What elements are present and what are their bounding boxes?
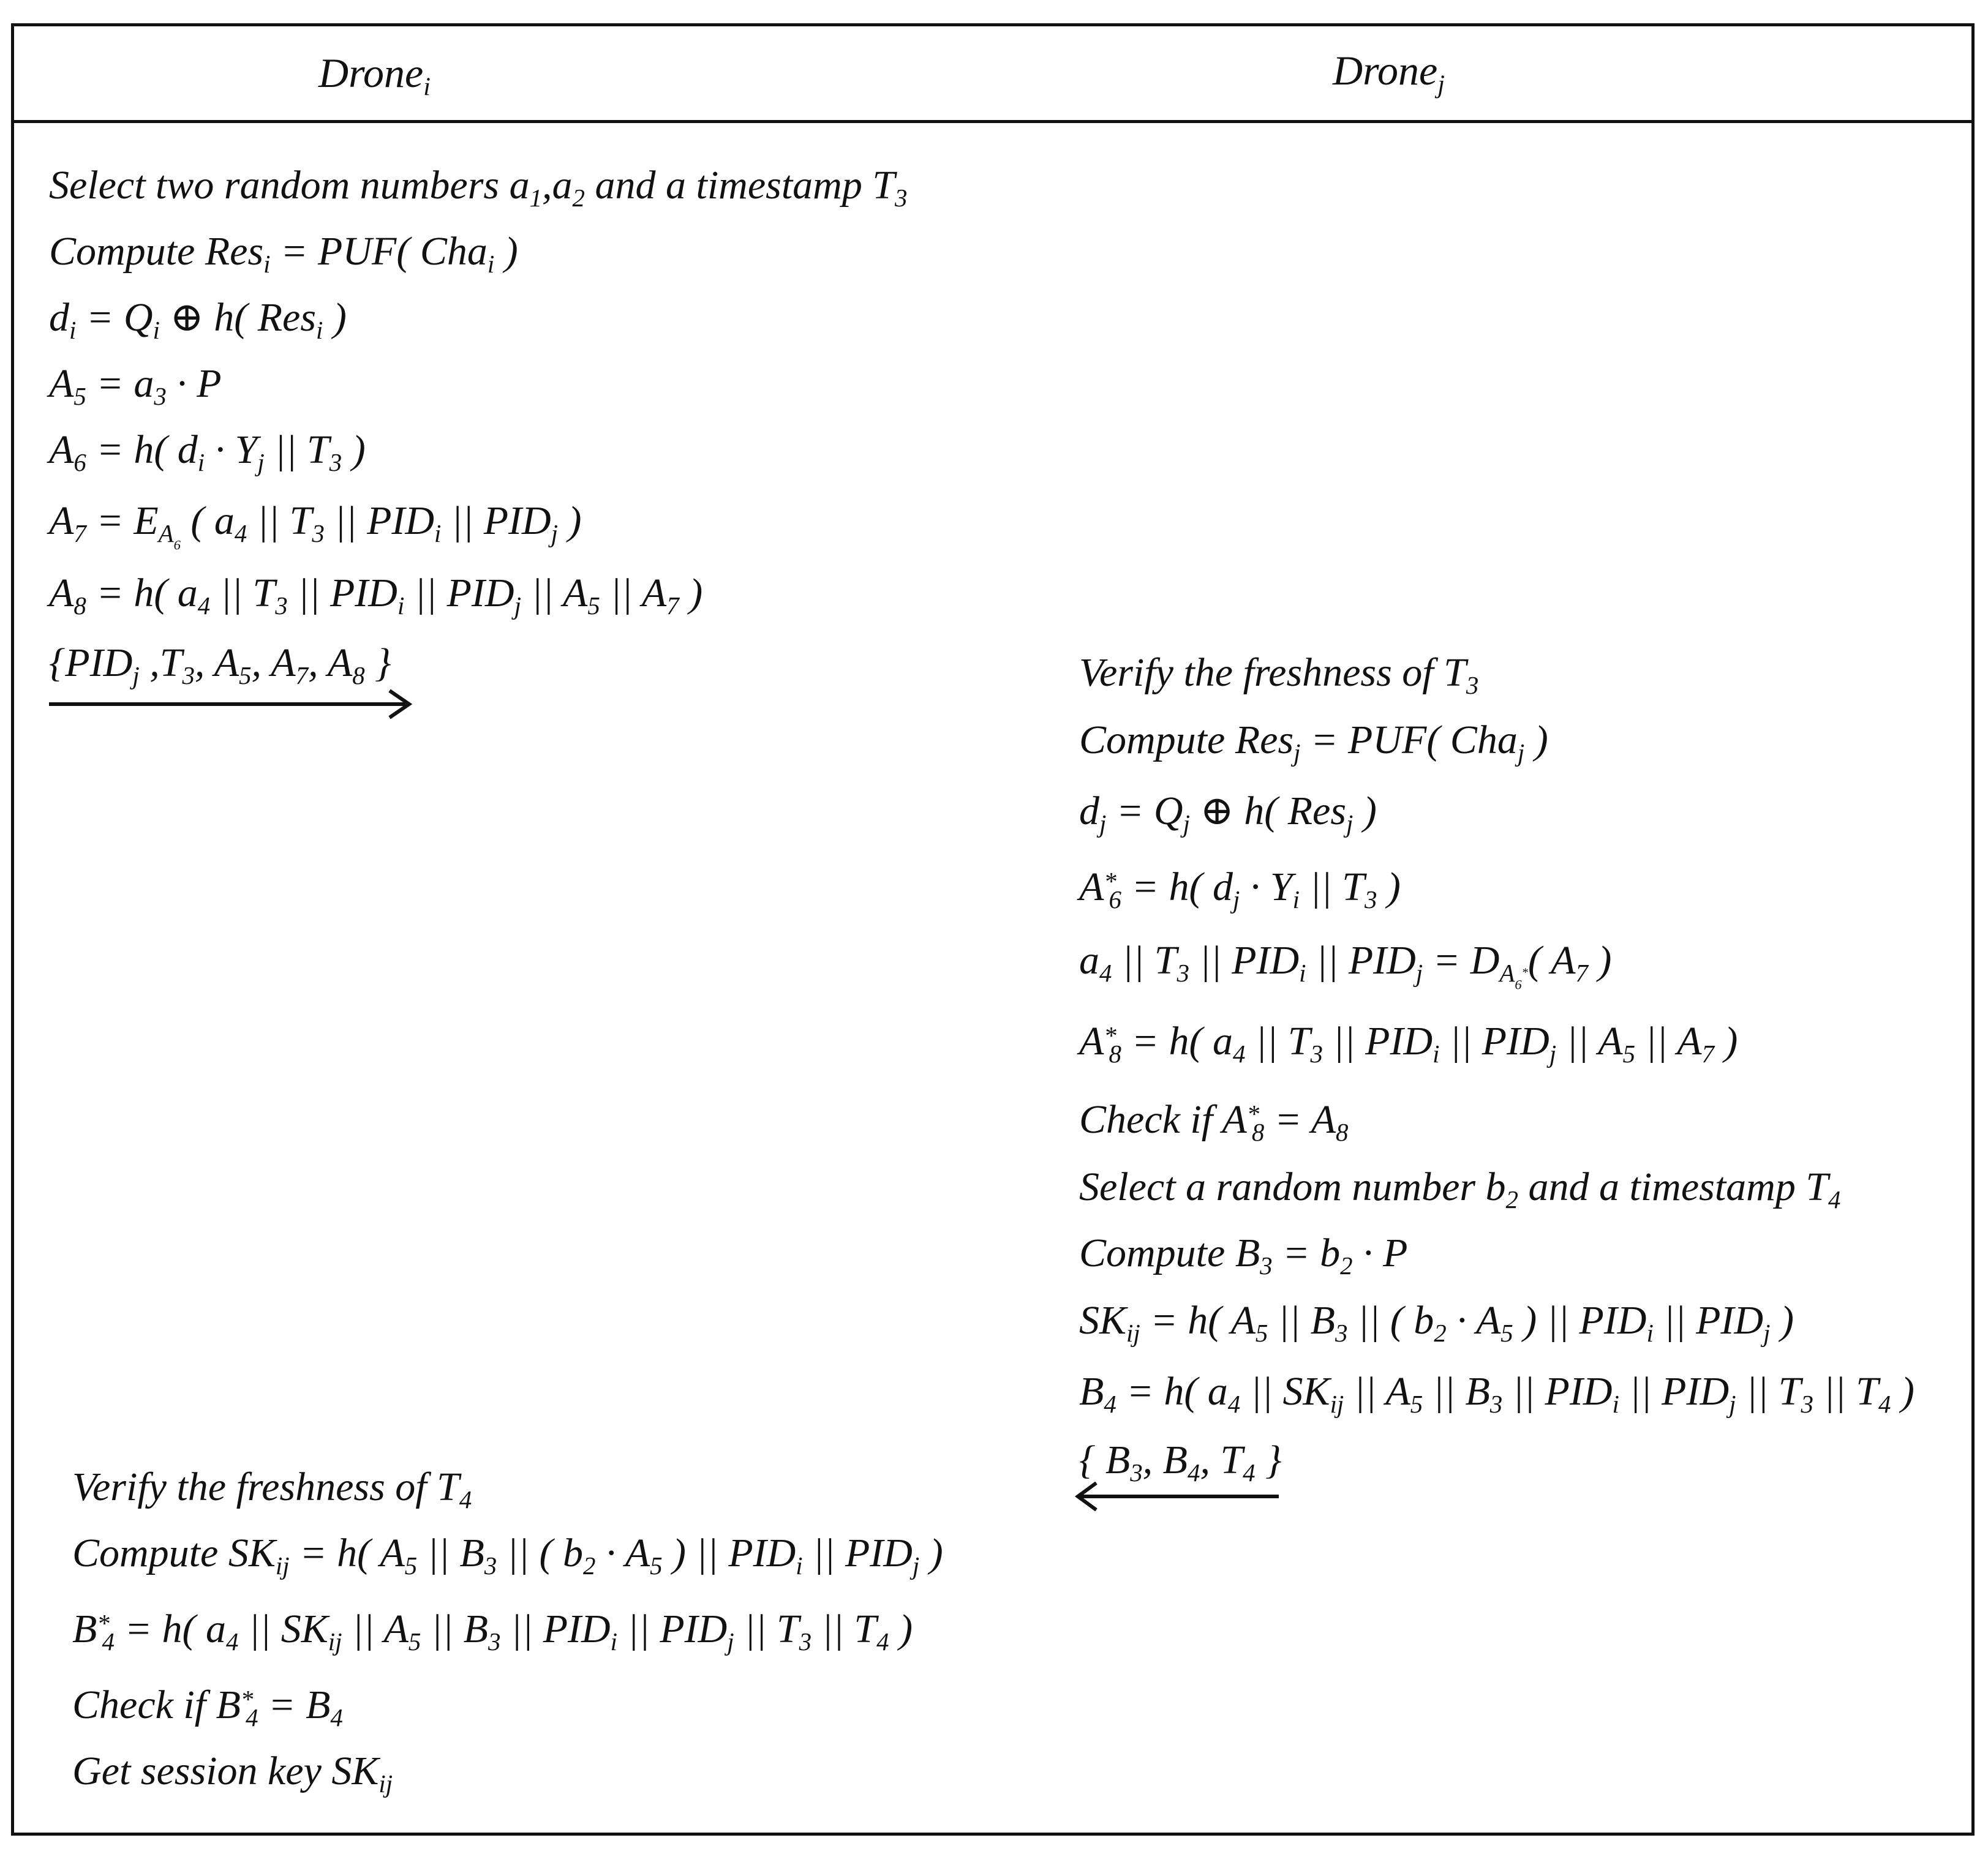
drone-j-step-a8-star: $A^*_8 = h$( $a_4$ || $T_3$ || $PID_i$ || $PID_j$ || $A_5$ || $A_7$ ) bbox=[1079, 1019, 1738, 1068]
drone-j-step-a6-star: $A^*_6 = h$( $d_j \cdot Y_i$ || $T_3$ ) bbox=[1079, 865, 1401, 914]
message-1-label: {$PID_j$ $,T_3$, $A_5$, $A_7$, $A_8$ } bbox=[49, 640, 391, 690]
arrow-to-drone-j bbox=[47, 686, 414, 722]
message-2-label: { $B_3$, $B_4$, $T_4$ } bbox=[1079, 1438, 1282, 1487]
drone-i-step-a7: $A_7 = E_{A_6}$ ( $a_4$ || $T_3$ || $PID_i$ || $PID_j$ ) bbox=[49, 498, 582, 553]
column-header-drone-j: Drone$_j$ bbox=[1333, 47, 1445, 99]
drone-j-step-compute-res: Compute Res$_j$ = PUF( Cha$_j$ ) bbox=[1079, 718, 1548, 767]
drone-i-step-check-b4: Check if $B^*_4 = B_4$ bbox=[72, 1683, 343, 1732]
drone-i-step-compute-sk: Compute $SK_{ij} = h$( $A_5$ || $B_3$ || ( $b_2 \cdot A_5$ ) || $PID_i$ || $PID_j$ ) bbox=[72, 1531, 943, 1580]
header-divider bbox=[11, 120, 1975, 123]
drone-j-step-b4: $B_4 = h$( $a_4$ || $SK_{ij}$ || $A_5$ || $B_3$ || $PID_i$ || $PID_j$ || $T_3$ || $T_4$ ) bbox=[1079, 1369, 1915, 1419]
drone-i-step-a5: $A_5 = a_3 \cdot P$ bbox=[49, 361, 222, 411]
drone-j-step-check-a8: Check if $A^*_8 = A_8$ bbox=[1079, 1097, 1349, 1147]
drone-i-step-select-randoms: Select two random numbers $a_1,a_2$ and a timestamp $T_3$ bbox=[49, 163, 908, 212]
drone-j-step-select-b2: Select a random number $b_2$ and a timestamp $T_4$ bbox=[1079, 1165, 1841, 1214]
drone-i-step-a8: $A_8 = h$( $a_4$ || $T_3$ || $PID_i$ || $PID_j$ || $A_5$ || $A_7$ ) bbox=[49, 571, 703, 620]
drone-i-step-a6: $A_6 = h$( $d_i \cdot Y_j$ || $T_3$ ) bbox=[49, 427, 366, 477]
drone-j-step-decrypt: $a_4$ || $T_3$ || $PID_i$ || $PID_j = D_{A_6^*}$( $A_7$ ) bbox=[1079, 938, 1612, 993]
drone-i-step-d: $d_i = Q_i$ ⊕ h( Res$_i$ ) bbox=[49, 295, 347, 345]
drone-i-step-verify-t4: Verify the freshness of $T_4$ bbox=[72, 1465, 472, 1514]
arrow-to-drone-i bbox=[1074, 1478, 1282, 1515]
column-header-drone-i: Drone$_i$ bbox=[318, 50, 431, 102]
drone-j-step-sk: $SK_{ij} = h$( $A_5$ || $B_3$ || ( $b_2 \cdot A_5$ ) || $PID_i$ || $PID_j$ ) bbox=[1079, 1298, 1794, 1348]
drone-i-step-session-key: Get session key $SK_{ij}$ bbox=[72, 1749, 393, 1798]
drone-i-step-compute-res: Compute Res$_i$ = PUF( Cha$_i$ ) bbox=[49, 229, 518, 279]
drone-j-step-compute-b3: Compute $B_3 = b_2 \cdot P$ bbox=[1079, 1231, 1408, 1280]
drone-i-step-b4-star: $B^*_4 = h$( $a_4$ || $SK_{ij}$ || $A_5$ || $B_3$ || $PID_i$ || $PID_j$ || $T_3$ || $T_4$ ) bbox=[72, 1607, 913, 1656]
drone-j-step-verify-t3: Verify the freshness of $T_3$ bbox=[1079, 650, 1479, 700]
drone-j-step-d: $d_j = Q_j$ ⊕ h( Res$_j$ ) bbox=[1079, 789, 1377, 838]
